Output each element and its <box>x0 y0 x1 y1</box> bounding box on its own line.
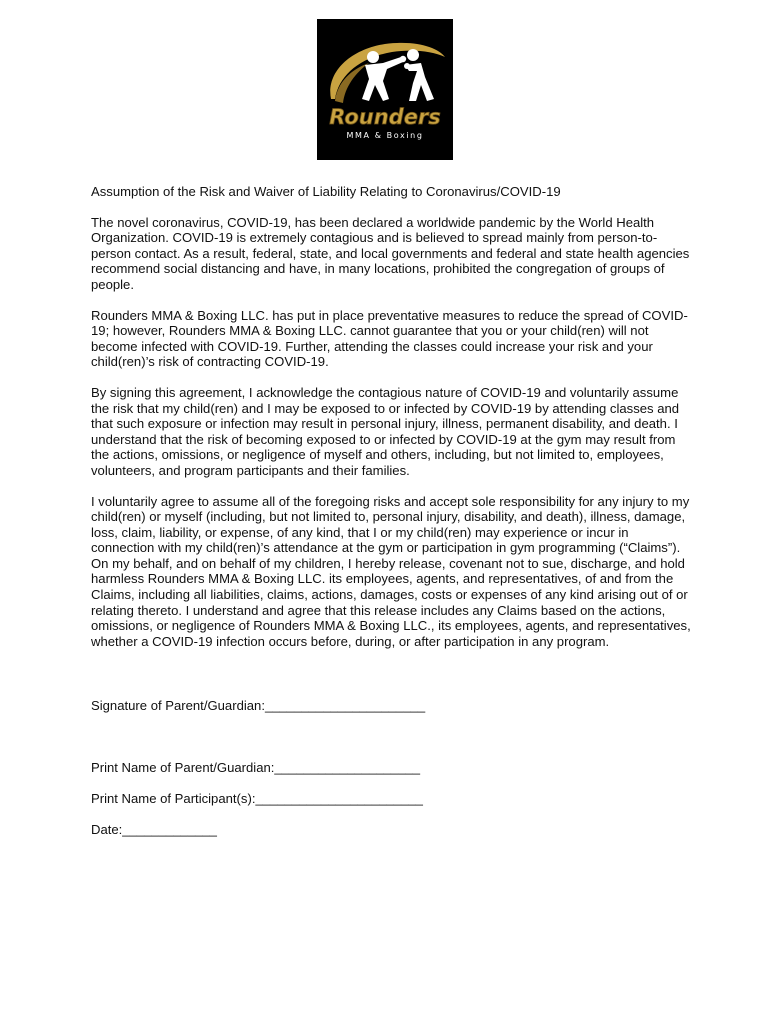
paragraph-acknowledgement: By signing this agreement, I acknowledge the contagious nature of COVID-19 and voluntarily assume the risk that my child(ren) and I may be exposed to or infected by COVID-19 by attending classes and that such exposure or infection may result in personal injury, illness, permanent disability, and death. I understand that the risk of becoming exposed to or infected by COVID-19 at the gym may result from the actions, omissions, or negligence of myself and others, including, but not limited to, employees, volunteers, and program participants and their families. <box>91 384 680 478</box>
logo-sub-text: MMA & Boxing <box>346 131 424 140</box>
parent-print-name-line[interactable]: Print Name of Parent/Guardian:____________________ <box>91 760 421 775</box>
boxers-logo-graphic <box>317 19 453 160</box>
date-line[interactable]: Date:_____________ <box>91 822 217 837</box>
participant-print-name-line[interactable]: Print Name of Participant(s):_______________________ <box>91 791 423 806</box>
document-title: Assumption of the Risk and Waiver of Liability Relating to Coronavirus/COVID-19 <box>91 184 561 199</box>
paragraph-preventative-measures: Rounders MMA & Boxing LLC. has put in place preventative measures to reduce the spread of COVID-19; however, Rounders MMA & Boxing LLC. cannot guarantee that you or your child(ren) will not become infected with COVID-19. Further, attending the classes could increase your risk and your child(ren)’s risk of contracting COVID-19. <box>91 307 688 370</box>
logo-brand-text: Rounders <box>329 105 441 129</box>
paragraph-release: I voluntarily agree to assume all of the foregoing risks and accept sole responsibility for any injury to my child(ren) or myself (including, but not limited to, personal injury, disability, and death), illness, damage, loss, claim, liability, or expense, of any kind, that I or my child(ren) may experience or incur in connection with my child(ren)’s attendance at the gym or participation in gym programming (“Claims”). On my behalf, and on behalf of my children, I hereby release, covenant not to sue, discharge, and hold harmless Rounders MMA & Boxing LLC. its employees, agents, and representatives, of and from the Claims, including all liabilities, claims, actions, damages, costs or expenses of any kind arising out of or relating thereto. I understand and agree that this release includes any Claims based on the actions, omissions, or negligence of Rounders MMA & Boxing LLC., its employees, agents, and representatives, whether a COVID-19 infection occurs before, during, or after participation in any program. <box>91 493 691 649</box>
waiver-document <box>91 184 691 664</box>
paragraph-pandemic-notice: The novel coronavirus, COVID-19, has been declared a worldwide pandemic by the World Health Organization. COVID-19 is extremely contagious and is believed to spread mainly from person-to-person contact. As a result, federal, state, and local governments and federal and state health agencies recommend social distancing and have, in many locations, prohibited the congregation of groups of people. <box>91 214 690 292</box>
company-logo <box>317 19 453 160</box>
parent-signature-line[interactable]: Signature of Parent/Guardian:______________________ <box>91 698 426 713</box>
